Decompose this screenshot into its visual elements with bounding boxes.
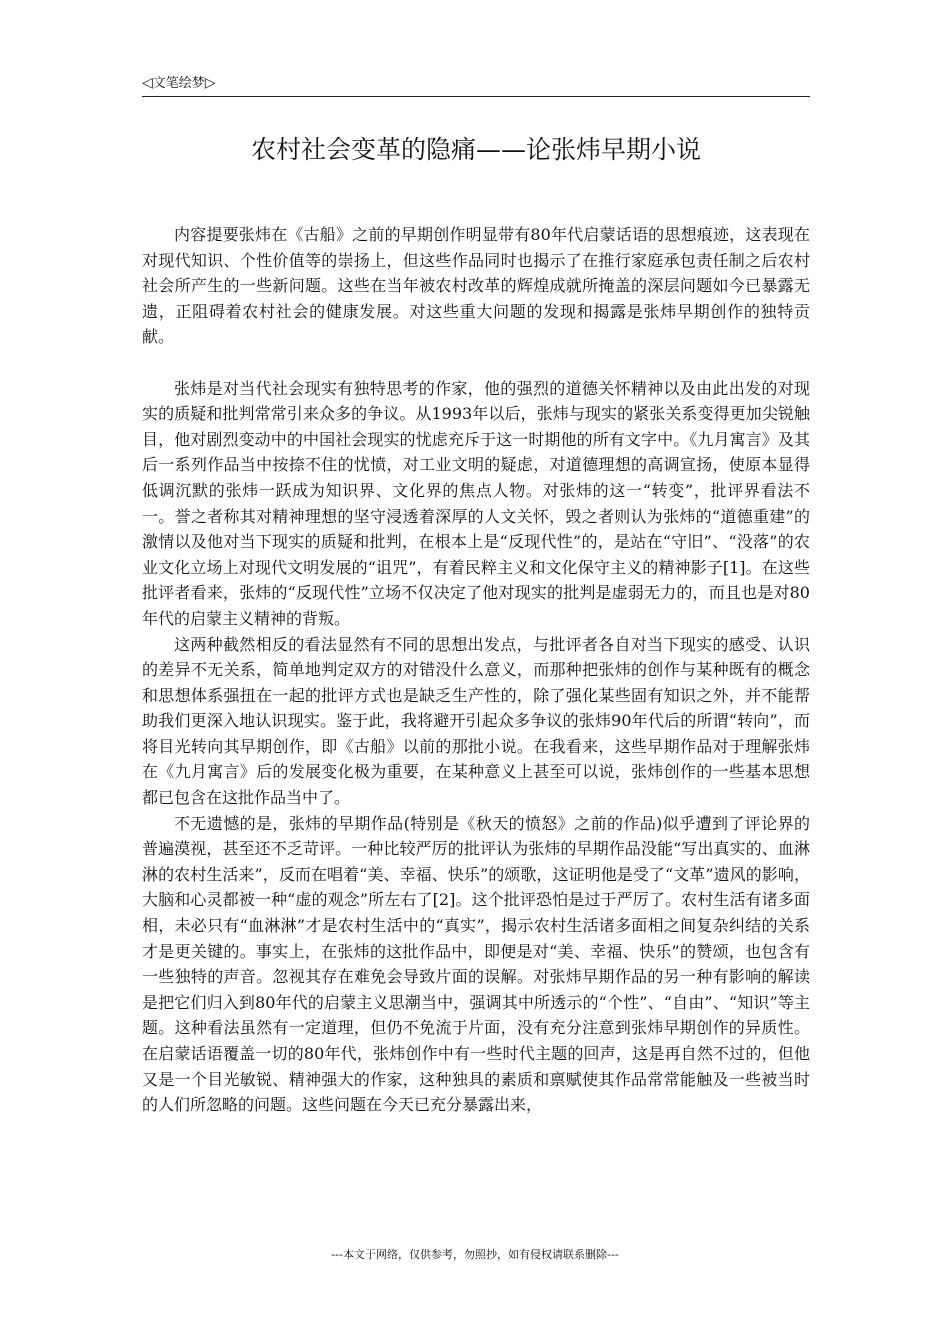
site-name: 文笔绘梦 [152, 76, 205, 91]
body-paragraph-1: 张炜是对当代社会现实有独特思考的作家，他的强烈的道德关怀精神以及由此出发的对现实的质疑和批判常常引来众多的争议。从1993年以后，张炜与现实的紧张关系变得更加尖锐触目，他对剧烈变动中的中国社会现实的忧虑充斥于这一时期他的所有文字中。《九月寓言》及其后一系列作品当中按捺不住的忧愤，对工业文明的疑虑，对道德理想的高调宣扬，使原本显得低调沉默的张炜一跃成为知识界、文化界的焦点人物。对张炜的这一“转变”，批评界看法不一。誉之者称其对精神理想的坚守浸透着深厚的人文关怀，毁之者则认为张炜的“道德重建”的激情以及他对当下现实的质疑和批判，在根本上是“反现代性”的，是站在“守旧”、“没落”的农业文化立场上对现代文明发展的“诅咒”，有着民粹主义和文化保守主义的精神影子[1]。在这些批评者看来，张炜的“反现代性”立场不仅决定了他对现实的批判是虚弱无力的，而且也是对80年代的启蒙主义精神的背叛。 [142, 378, 810, 628]
footer-notice: ---本文于网络，仅供参考，勿照抄，如有侵权请联系删除--- [331, 1248, 619, 1261]
abstract-paragraph: 内容提要张炜在《古船》之前的早期创作明显带有80年代启蒙话语的思想痕迹，这表现在对现代知识、个性价值等的崇扬上，但这些作品同时也揭示了在推行家庭承包责任制之后农村社会所产生的一些新问题。这些在当年被农村改革的辉煌成就所掩盖的深层问题如今已暴露无遗，正阻碍着农村社会的健康发展。对这些重大问题的发现和揭露是张炜早期创作的独特贡献。 [142, 225, 810, 347]
header-divider [142, 96, 810, 97]
left-triangle-icon: ◁ [142, 75, 153, 91]
body-paragraph-2: 这两种截然相反的看法显然有不同的思想出发点，与批评者各自对当下现实的感受、认识的差异不无关系，简单地判定双方的对错没什么意义，而那种把张炜的创作与某种既有的概念和思想体系强扭在一起的批评方式也是缺乏生产性的，除了强化某些固有知识之外，并不能帮助我们更深入地认识现实。鉴于此，我将避开引起众多争议的张炜90年代后的所谓“转向”，而将目光转向其早期创作，即《古船》以前的那批小说。在我看来，这些早期作品对于理解张炜在《九月寓言》后的发展变化极为重要，在某种意义上甚至可以说，张炜创作的一些基本思想都已包含在这批作品当中了。 [142, 634, 810, 808]
document-title: 农村社会变革的隐痛——论张炜早期小说 [250, 135, 701, 164]
page-header [142, 74, 216, 93]
body-paragraph-3: 不无遗憾的是，张炜的早期作品(特别是《秋天的愤怒》之前的作品)似乎遭到了评论界的普遍漠视，甚至还不乏苛评。一种比较严厉的批评认为张炜的早期作品没能“写出真实的、血淋淋的农村生活来”，反而在唱着“美、幸福、快乐”的颂歌，这证明他是受了“文革”遗风的影响，大脑和心灵都被一种“虚的观念”所左右了[2]。这个批评恐怕是过于严厉了。农村生活有诸多面相，未必只有“血淋淋”才是农村生活中的“真实”，揭示农村生活诸多面相之间复杂纠结的关系才是更关键的。事实上，在张炜的这批作品中，即便是对“美、幸福、快乐”的赞颂，也包含有一些独特的声音。忽视其存在难免会导致片面的误解。对张炜早期作品的另一种有影响的解读是把它们归入到80年代的启蒙主义思潮当中，强调其中所透示的“个性”、“自由”、“知识”等主题。这种看法虽然有一定道理，但仍不免流于片面，没有充分注意到张炜早期创作的异质性。在启蒙话语覆盖一切的80年代，张炜创作中有一些时代主题的回声，这是再自然不过的，但他又是一个目光敏锐、精神强大的作家，这种独具的素质和禀赋使其作品常常能触及一些被当时的人们所忽略的问题。这些问题在今天已充分暴露出来， [142, 813, 810, 1115]
document-body [142, 222, 810, 1118]
right-triangle-icon: ▷ [204, 75, 216, 91]
